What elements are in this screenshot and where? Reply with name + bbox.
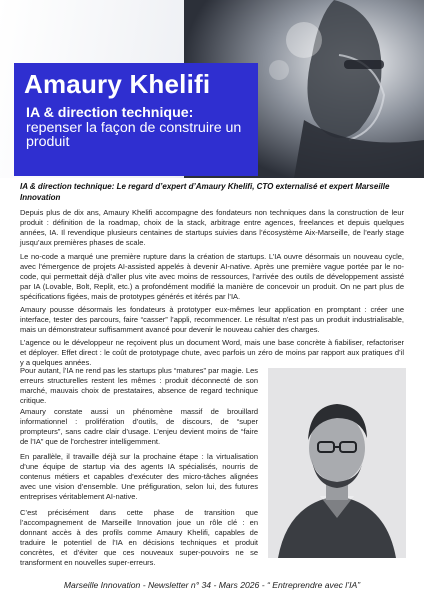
paragraph-4: L’agence ou le développeur ne reçoivent plus un document Word, mais une base concrète à fiabiliser, refactoriser et déployer. Effet direct : le coût de prototypage chute, avec parfois un zéro de moins par rapport aux pratiques d’il y a quelques années. (20, 338, 404, 367)
page-title: Amaury Khelifi (24, 69, 211, 99)
portrait-photo (268, 368, 406, 558)
subtitle-rest: repenser la façon de construire un produit (26, 119, 242, 150)
paragraph-1: Depuis plus de dix ans, Amaury Khelifi accompagne des fondateurs non techniques dans la construction de leur produit : définition de la roadmap, choix de la stack, arbitrage entre agences, freelances et depuis quelques années, IA. Il revendique plusieurs centaines de startups suivies dans l’écosystème Aix-Marseille, de l’early stage jusqu’aux premières phases de scale. (20, 208, 404, 247)
paragraph-7: En parallèle, il travaille déjà sur la prochaine étape : la virtualisation d’une équipe de startup via des agents IA spécialisés, nourris de contenus métiers et capables d’exécuter des micro-tâches alignées avec une vision d’ensemble. Une préfiguration, selon lui, des futures entreprises véritablement AI-native. (20, 452, 258, 501)
paragraph-2: Le no-code a marqué une première rupture dans la création de startups. L’IA ouvre désormais un nouveau cycle, avec l’émergence de projets AI-assisted appelés à devenir AI-native. Après une première vague portée par le no-code, qui permettait déjà d’aller plus vite avec moins de ressources, l’arrivée des outils de développement assisté par IA (Lovable, Bolt, Replit, etc.) a profondément modifié la manière de concevoir un produit. On ne part plus de spécifications figées, mais de prototypes générés et itérés par l’IA. (20, 252, 404, 301)
paragraph-8: C’est précisément dans cette phase de transition que l’accompagnement de Marseille Innovation joue un rôle clé : en donnant accès à des profils comme Amaury Khelifi, capables de traduire le potentiel de l’IA en décisions techniques et produit concrètes, et d’éviter que ces nouveaux super-pouvoirs ne se transforment en nouvelles super-erreurs. (20, 508, 258, 567)
lead-paragraph: IA & direction technique: Le regard d’expert d’Amaury Khelifi, CTO externalisé et expert Marseille Innovation (20, 182, 390, 202)
paragraph-5: Pour autant, l’IA ne rend pas les startups plus “matures” par magie. Les erreurs structurelles restent les mêmes : produit déconnecté de son marché, mauvais choix de prestataires, absence de regard technique critique. (20, 366, 258, 405)
title-band (14, 63, 258, 176)
header-banner (0, 0, 424, 178)
paragraph-6: Amaury constate aussi un phénomène massif de brouillard informationnel : prolifération d’outils, de discours, de “super prompteurs”, sans cadre clair d’usage. L’enjeu devient moins de “faire de l’IA” que de l’orchestrer intelligemment. (20, 407, 258, 446)
paragraph-3: Amaury pousse désormais les fondateurs à prototyper eux-mêmes leur application en promptant : créer une interface, tester des parcours, faire “casser” l’appli, recommencer. Le résultat n’est pas un produit industrialisable, mais un démonstrateur suffisamment avancé pour devenir le nouveau cahier des charges. (20, 305, 404, 334)
subtitle-bold: IA & direction technique: (26, 105, 194, 121)
subtitle (26, 106, 256, 150)
footer: Marseille Innovation - Newsletter n° 34 - Mars 2026 - “ Entreprendre avec l’IA” (63, 580, 361, 590)
